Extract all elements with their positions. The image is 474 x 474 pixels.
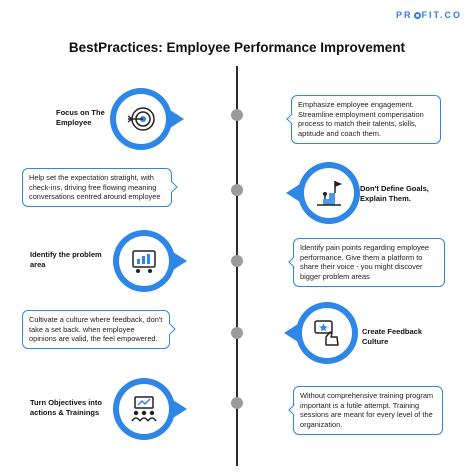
step-label-feedback-culture: Create Feedback Culture — [362, 327, 423, 346]
target-icon — [126, 104, 156, 134]
step-description-feedback-culture: Cultivate a culture where feedback, don't take a set back. when employee opinions are valid, the feel empowered. — [22, 310, 170, 349]
step-description-problem-area: Identify pain points regarding employee performance. Give them a platform to share their voice - you might discover bigger problem areas — [293, 238, 445, 287]
step-label-define-goals: Don't Define Goals, Explain Them. — [360, 184, 429, 203]
timeline-dot — [231, 327, 243, 339]
page-title: BestPractices: Employee Performance Improvement — [68, 40, 406, 55]
step-label-objectives-trainings: Turn Objectives into actions & Trainings — [30, 398, 102, 417]
step-badge-problem-area — [113, 230, 175, 292]
step-badge-feedback-culture — [296, 302, 358, 364]
feedback-icon — [312, 318, 342, 348]
timeline-dot — [231, 184, 243, 196]
training-icon — [129, 394, 159, 424]
analysis-icon — [129, 246, 159, 276]
logo-o-ring — [414, 12, 421, 19]
step-description-define-goals: Help set the expectation stratight, with check-ins, driving free flowing meaning conversations centred around employee — [22, 168, 172, 207]
goal-stairs-icon — [314, 178, 344, 208]
step-label-problem-area: Identify the problem area — [30, 250, 102, 269]
step-badge-objectives-trainings — [113, 378, 175, 440]
timeline-dot — [231, 109, 243, 121]
step-label-focus-employee: Focus on The Employee — [56, 108, 105, 127]
brand-logo: PR FIT.CO — [395, 10, 462, 20]
step-description-objectives-trainings: Without comprehensive training program important is a futile attempt. Training sessions are meant for every level of the organization. — [293, 386, 443, 435]
step-badge-focus-employee — [110, 88, 172, 150]
step-badge-define-goals — [298, 162, 360, 224]
step-description-focus-employee: Emphasize employee engagement. Streamline employment compensation process to match their talents, skills, aptitude and coach them. — [291, 95, 441, 144]
timeline-dot — [231, 255, 243, 267]
timeline-dot — [231, 397, 243, 409]
